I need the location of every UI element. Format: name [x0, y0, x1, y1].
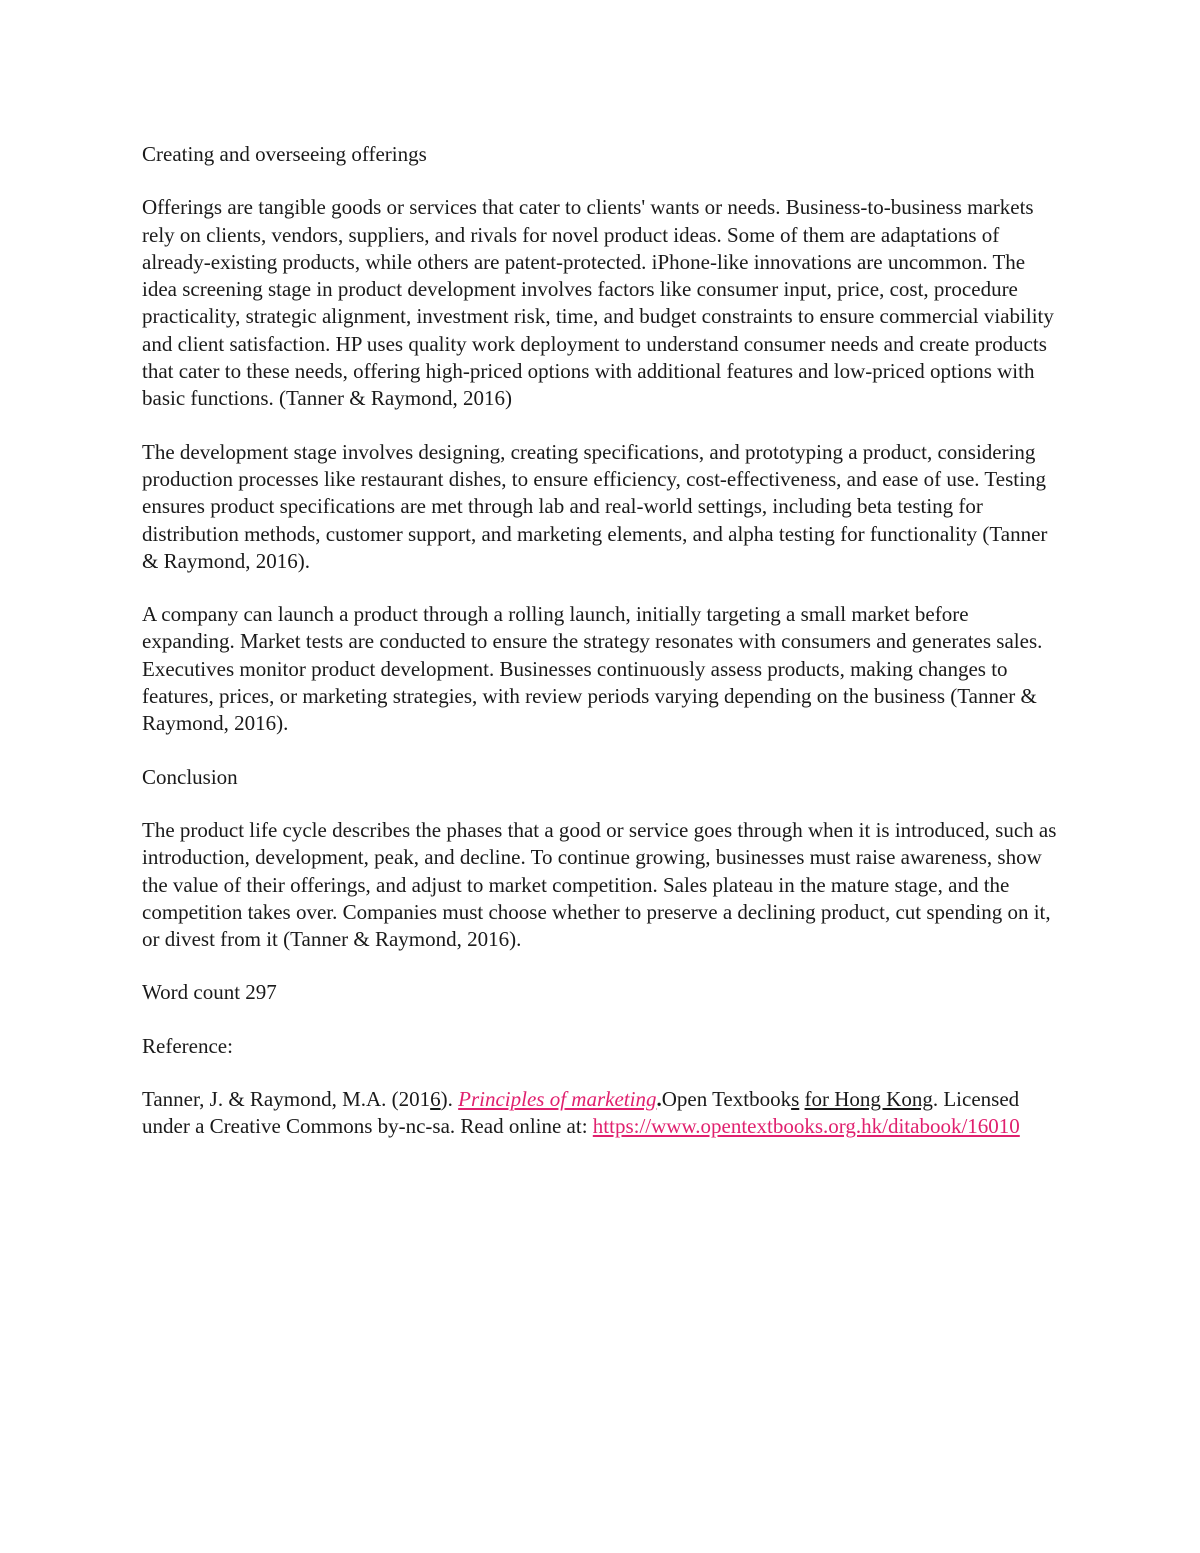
conclusion-paragraph: The product life cycle describes the phases that a good or service goes through when it is introduced, such as introduction, development, peak, and decline. To continue growing, businesses must raise awareness, show the value of their offerings, and adjust to market competition. Sales plateau in the mature stage, and the competition takes over. Companies must choose whether to preserve a declining product, cut spending on it, or divest from it (Tanner & Raymond, 2016).: [142, 817, 1057, 952]
reference-heading: Reference:: [142, 1033, 233, 1058]
reference-publisher: Open Textbook: [661, 1087, 792, 1112]
body-paragraph-1: Offerings are tangible goods or services that cater to clients' wants or needs. Business-to-business markets rely on clients, vendors, suppliers, and rivals for novel product ideas. Some of them are adaptations of already-existing products, while others are patent-protected. iPhone-like innovations are uncommon. The idea screening stage in product development involves factors like consumer input, price, cost, procedure practicality, strategic alignment, investment risk, time, and budget constraints to ensure commercial viability and client satisfaction. HP uses quality work deployment to understand consumer needs and create products that cater to these needs, offering high-priced options with additional features and low-priced options with basic functions. (Tanner & Raymond, 2016): [142, 195, 1054, 411]
reference-license: . Licensed under a Creative Commons by-nc-sa. Read online at:: [142, 1087, 1020, 1139]
reference-title-link[interactable]: Principles of marketing: [458, 1087, 657, 1112]
word-count: Word count 297: [142, 980, 277, 1005]
reference-authors: Tanner, J. & Raymond, M.A. (201: [142, 1087, 431, 1112]
body-paragraph-3: A company can launch a product through a rolling launch, initially targeting a small market before expanding. Market tests are conducted to ensure the strategy resonates with consumers and generates sales. Executives monitor product development. Businesses continuously assess products, making changes to features, prices, or marketing strategies, with review periods varying depending on the business (Tanner & Raymond, 2016).: [142, 602, 1043, 736]
body-paragraph-2: The development stage involves designing, creating specifications, and prototyping a product, considering production processes like restaurant dishes, to ensure efficiency, cost-effectiveness, and ease of use. Testing ensures product specifications are met through lab and real-world settings, including beta testing for distribution methods, customer support, and marketing elements, and alpha testing for functionality (Tanner & Raymond, 2016).: [142, 439, 1048, 573]
reference-year-digit: 6: [430, 1087, 441, 1112]
reference-entry: [142, 1086, 1057, 1141]
reference-authors-end: ).: [440, 1087, 459, 1112]
reference-publisher-region: for Hong Kong: [804, 1087, 933, 1112]
reference-url-link[interactable]: https://www.opentextbooks.org.hk/ditabook/16010: [592, 1114, 1020, 1139]
conclusion-heading: Conclusion: [142, 764, 238, 789]
reference-publisher-s: s: [791, 1087, 800, 1112]
document-page: [142, 141, 1057, 1167]
section-heading: Creating and overseeing offerings: [142, 142, 427, 166]
reference-title-dot: .: [656, 1087, 662, 1112]
